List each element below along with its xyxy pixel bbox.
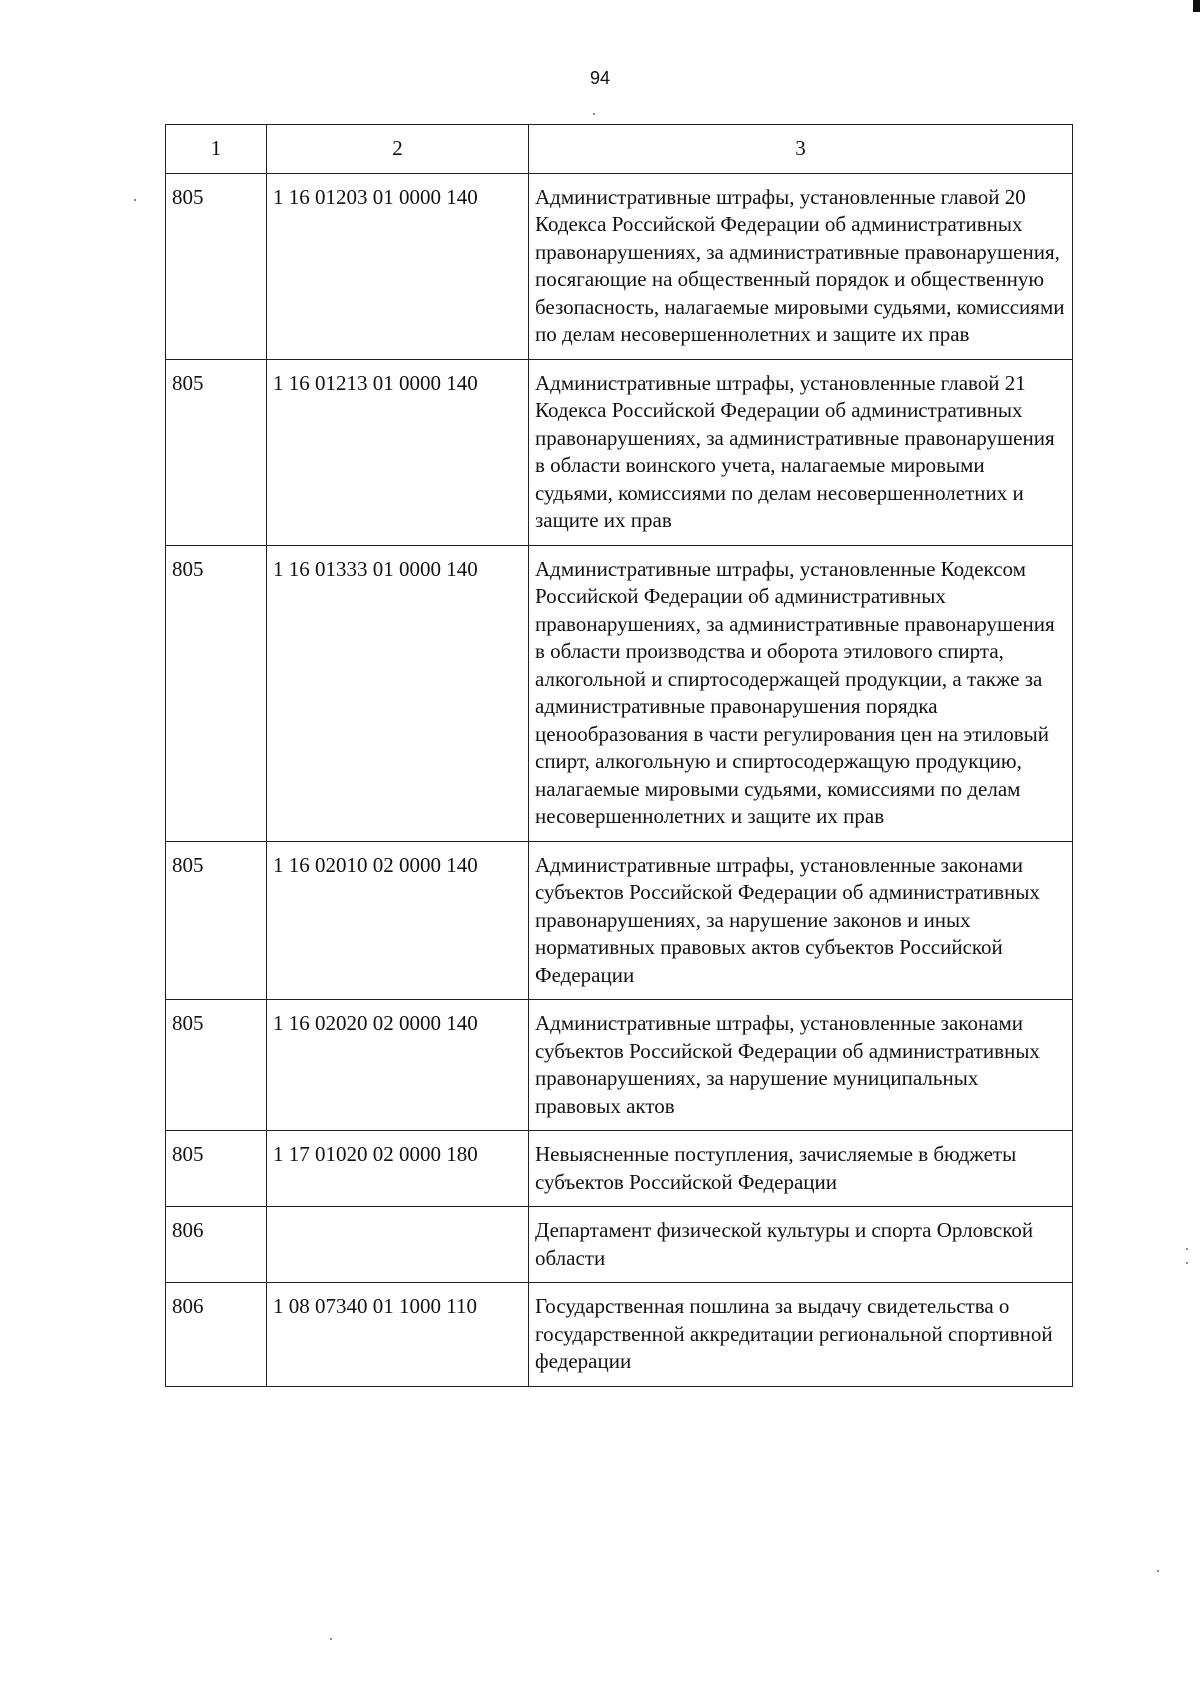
revenue-name-cell: Административные штрафы, установленные законами субъектов Российской Федерации об административных правонарушениях, за нарушение законов и иных нормативных правовых актов субъектов Российской Федерации xyxy=(529,841,1073,1000)
kbk-code-cell: 1 16 02010 02 0000 140 xyxy=(267,841,529,1000)
table-row xyxy=(166,359,1073,545)
admin-code-cell: 805 xyxy=(166,1000,267,1131)
scan-speck xyxy=(134,199,136,201)
column-header-2: 2 xyxy=(267,125,529,174)
scan-speck xyxy=(1186,1248,1188,1250)
column-header-3: 3 xyxy=(529,125,1073,174)
revenue-name-cell: Невыясненные поступления, зачисляемые в бюджеты субъектов Российской Федерации xyxy=(529,1131,1073,1207)
admin-code-cell: 806 xyxy=(166,1283,267,1387)
revenue-name-cell: Государственная пошлина за выдачу свидетельства о государственной аккредитации региональной спортивной федерации xyxy=(529,1283,1073,1387)
scan-corner-mark xyxy=(1193,0,1200,12)
scan-speck xyxy=(1157,1570,1159,1572)
kbk-code-cell: 1 17 01020 02 0000 180 xyxy=(267,1131,529,1207)
table-row xyxy=(166,1207,1073,1283)
table-header-row xyxy=(166,125,1073,174)
column-header-1: 1 xyxy=(166,125,267,174)
page-number: 94 xyxy=(589,68,611,88)
table-row xyxy=(166,1131,1073,1207)
revenue-name-cell: Административные штрафы, установленные законами субъектов Российской Федерации об административных правонарушениях, за нарушение муниципальных правовых актов xyxy=(529,1000,1073,1131)
admin-code-cell: 805 xyxy=(166,545,267,841)
admin-code-cell: 806 xyxy=(166,1207,267,1283)
revenue-name-cell: Административные штрафы, установленные Кодексом Российской Федерации об административных правонарушениях, за административные правонарушения в области производства и оборота этилового спирта, алкогольной и спиртосодержащей продукции, а также за административные правонарушения порядка ценообразования в части регулирования цен на этиловый спирт, алкогольную и спиртосодержащую продукцию, налагаемые мировыми судьями, комиссиями по делам несовершеннолетних и защите их прав xyxy=(529,545,1073,841)
admin-code-cell: 805 xyxy=(166,173,267,359)
admin-code-cell: 805 xyxy=(166,1131,267,1207)
revenue-codes-table xyxy=(165,124,1073,1387)
kbk-code-cell: 1 16 01203 01 0000 140 xyxy=(267,173,529,359)
scan-speck xyxy=(330,1638,332,1640)
admin-code-cell: 805 xyxy=(166,841,267,1000)
kbk-code-cell: 1 16 02020 02 0000 140 xyxy=(267,1000,529,1131)
kbk-code-cell: 1 16 01333 01 0000 140 xyxy=(267,545,529,841)
kbk-code-cell: 1 08 07340 01 1000 110 xyxy=(267,1283,529,1387)
table-row xyxy=(166,841,1073,1000)
scan-speck xyxy=(593,113,595,115)
revenue-name-cell: Административные штрафы, установленные главой 21 Кодекса Российской Федерации об административных правонарушениях, за административные правонарушения в области воинского учета, налагаемые мировыми судьями, комиссиями по делам несовершеннолетних и защите их прав xyxy=(529,359,1073,545)
kbk-code-cell xyxy=(267,1207,529,1283)
revenue-name-cell: Административные штрафы, установленные главой 20 Кодекса Российской Федерации об административных правонарушениях, за административные правонарушения, посягающие на общественный порядок и общественную безопасность, налагаемые мировыми судьями, комиссиями по делам несовершеннолетних и защите их прав xyxy=(529,173,1073,359)
scan-speck xyxy=(1186,1262,1188,1264)
table-row xyxy=(166,545,1073,841)
admin-code-cell: 805 xyxy=(166,359,267,545)
table-row xyxy=(166,173,1073,359)
table-row xyxy=(166,1000,1073,1131)
kbk-code-cell: 1 16 01213 01 0000 140 xyxy=(267,359,529,545)
table-row xyxy=(166,1283,1073,1387)
revenue-name-cell: Департамент физической культуры и спорта Орловской области xyxy=(529,1207,1073,1283)
